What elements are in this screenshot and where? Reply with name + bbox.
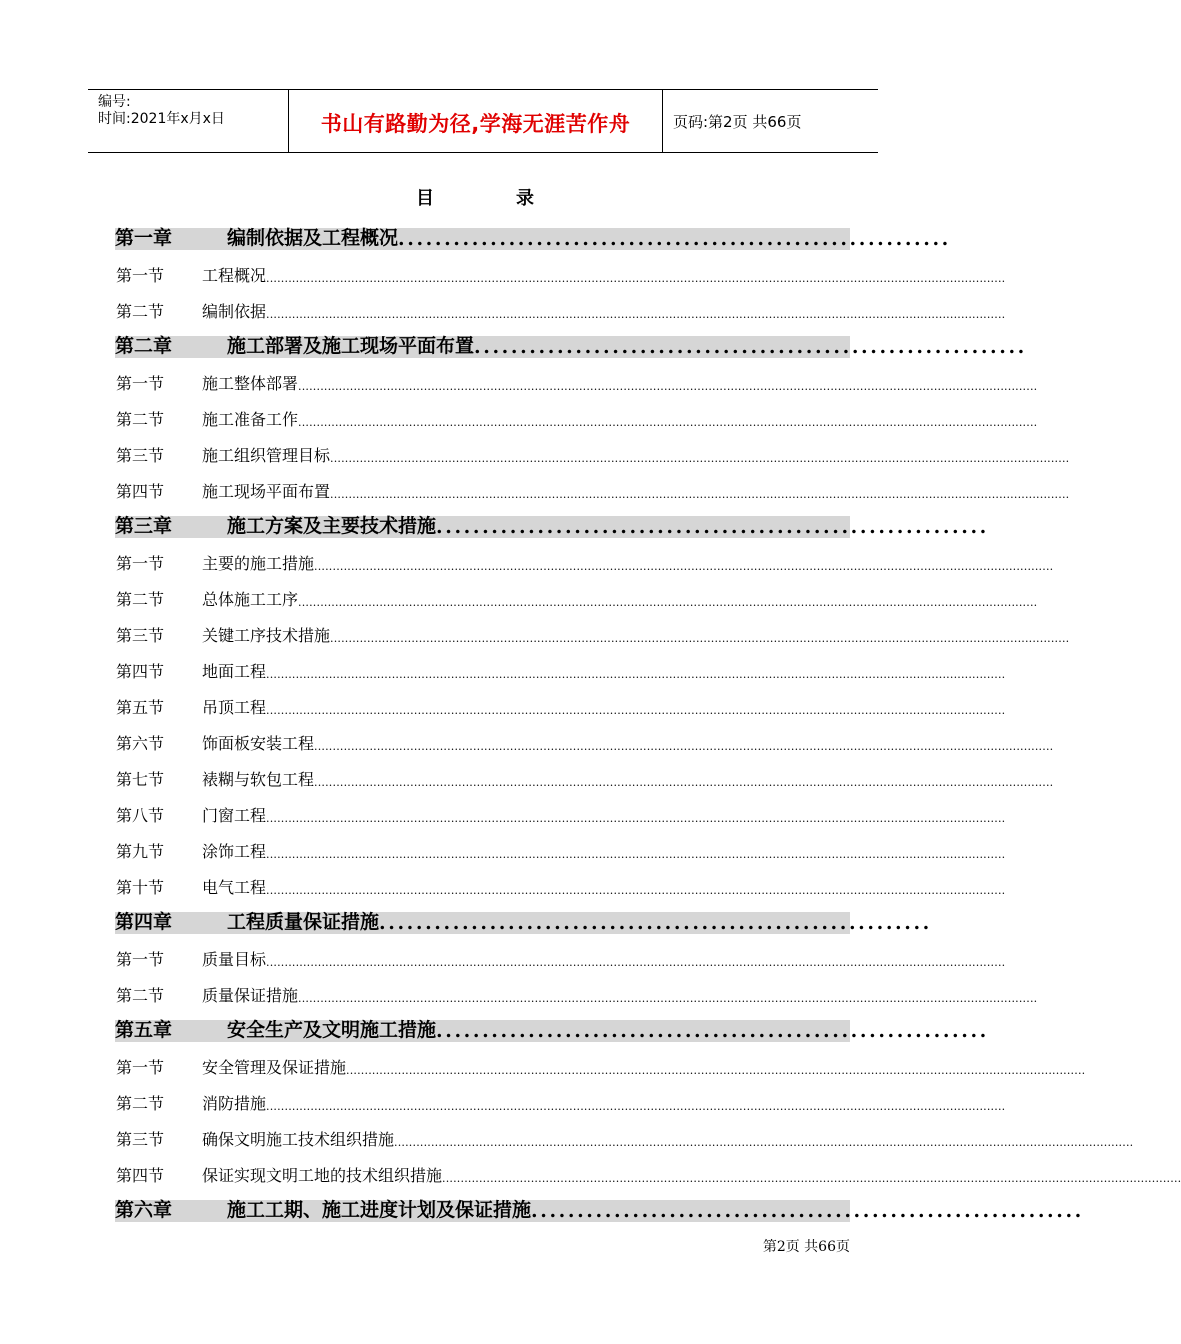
header-info-cell bbox=[88, 90, 289, 152]
toc-chapter-entry[interactable] bbox=[115, 911, 932, 934]
chapter-number: 第四章 bbox=[115, 911, 173, 933]
toc-section-entry[interactable] bbox=[115, 804, 1006, 826]
chapter-title: 工程质量保证措施 bbox=[227, 911, 380, 933]
toc-section-entry[interactable] bbox=[115, 372, 1038, 394]
dot-leader: ........................................................................................................................................................................................................ bbox=[266, 956, 1006, 969]
section-title: 施工现场平面布置 bbox=[202, 482, 331, 501]
toc-section-entry[interactable] bbox=[115, 408, 1038, 430]
header-time-label: 时间:2021年x月x日 bbox=[98, 111, 225, 127]
section-title: 电气工程 bbox=[202, 878, 267, 897]
dot-leader: ........................................................................................................................................................................................................ bbox=[330, 488, 1070, 501]
section-title: 门窗工程 bbox=[202, 806, 267, 825]
toc-section-entry[interactable] bbox=[115, 984, 1038, 1006]
dot-leader: ........................................................................................................................................................................................................ bbox=[298, 596, 1038, 609]
toc-section-entry[interactable] bbox=[115, 1128, 1134, 1150]
dot-leader: ........................................................................................................................................................................................................ bbox=[266, 308, 1006, 321]
toc-section-entry[interactable] bbox=[115, 1056, 1086, 1078]
dot-leader: ........................................................................................................................................................................................................ bbox=[330, 632, 1070, 645]
header-page-label: 页码:第2页 共66页 bbox=[673, 113, 802, 131]
dot-leader: ............................................................ bbox=[436, 516, 989, 538]
footer-page-label: 第2页 共66页 bbox=[762, 1239, 850, 1255]
section-number: 第四节 bbox=[116, 482, 165, 501]
toc-chapter-entry[interactable] bbox=[115, 1019, 989, 1042]
section-number: 第四节 bbox=[116, 662, 165, 681]
toc-section-entry[interactable] bbox=[115, 624, 1070, 646]
section-title: 裱糊与软包工程 bbox=[202, 770, 315, 789]
section-title: 关键工序技术措施 bbox=[202, 626, 331, 645]
chapter-title: 安全生产及文明施工措施 bbox=[227, 1019, 437, 1041]
section-number: 第二节 bbox=[116, 590, 165, 609]
section-number: 第十节 bbox=[116, 878, 165, 897]
chapter-title: 施工方案及主要技术措施 bbox=[227, 515, 437, 537]
chapter-number: 第五章 bbox=[115, 1019, 173, 1041]
toc-section-entry[interactable] bbox=[115, 444, 1070, 466]
section-title: 地面工程 bbox=[202, 662, 267, 681]
toc-chapter-entry[interactable] bbox=[115, 515, 989, 538]
dot-leader: ........................................................................................................................................................................................................ bbox=[266, 704, 1006, 717]
section-number: 第一节 bbox=[116, 374, 165, 393]
section-title: 施工组织管理目标 bbox=[202, 446, 331, 465]
toc-section-entry[interactable] bbox=[115, 948, 1006, 970]
dot-leader: ........................................................................................................................................................................................................ bbox=[442, 1172, 1181, 1185]
section-title: 吊顶工程 bbox=[202, 698, 267, 717]
section-number: 第二节 bbox=[116, 410, 165, 429]
toc-section-entry[interactable] bbox=[115, 264, 1006, 286]
section-number: 第七节 bbox=[116, 770, 165, 789]
dot-leader: ........................................................................................................................................................................................................ bbox=[266, 668, 1006, 681]
section-number: 第三节 bbox=[116, 626, 165, 645]
dot-leader: ........................................................................................................................................................................................................ bbox=[298, 380, 1038, 393]
page-header bbox=[88, 89, 878, 153]
dot-leader: ........................................................................................................................................................................................................ bbox=[314, 776, 1054, 789]
section-number: 第一节 bbox=[116, 266, 165, 285]
dot-leader: ............................................................ bbox=[379, 912, 932, 934]
toc-section-entry[interactable] bbox=[115, 876, 1006, 898]
section-number: 第八节 bbox=[116, 806, 165, 825]
toc-section-entry[interactable] bbox=[115, 660, 1006, 682]
dot-leader: ........................................................................................................................................................................................................ bbox=[314, 740, 1054, 753]
dot-leader: ........................................................................................................................................................................................................ bbox=[394, 1136, 1134, 1149]
section-number: 第二节 bbox=[116, 986, 165, 1005]
dot-leader: ............................................................ bbox=[531, 1200, 1084, 1222]
toc-section-entry[interactable] bbox=[115, 732, 1054, 754]
section-title: 编制依据 bbox=[202, 302, 267, 321]
toc-chapter-entry[interactable] bbox=[115, 227, 951, 250]
dot-leader: ........................................................................................................................................................................................................ bbox=[298, 992, 1038, 1005]
section-title: 质量目标 bbox=[202, 950, 267, 969]
header-motto: 书山有路勤为径,学海无涯苦作舟 bbox=[320, 112, 631, 136]
dot-leader: ........................................................................................................................................................................................................ bbox=[314, 560, 1054, 573]
toc-section-entry[interactable] bbox=[115, 840, 1006, 862]
toc-section-entry[interactable] bbox=[115, 768, 1054, 790]
header-page-cell bbox=[663, 90, 878, 152]
section-number: 第三节 bbox=[116, 446, 165, 465]
toc-section-entry[interactable] bbox=[115, 480, 1070, 502]
chapter-title: 施工部署及施工现场平面布置 bbox=[227, 335, 475, 357]
section-title: 涂饰工程 bbox=[202, 842, 267, 861]
section-number: 第一节 bbox=[116, 1058, 165, 1077]
section-number: 第三节 bbox=[116, 1130, 165, 1149]
dot-leader: ........................................................................................................................................................................................................ bbox=[330, 452, 1070, 465]
toc-chapter-entry[interactable] bbox=[115, 335, 1027, 358]
section-title: 确保文明施工技术组织措施 bbox=[202, 1130, 395, 1149]
section-title: 主要的施工措施 bbox=[202, 554, 315, 573]
toc-section-entry[interactable] bbox=[115, 696, 1006, 718]
header-number-label: 编号: bbox=[98, 94, 131, 110]
toc-section-entry[interactable] bbox=[115, 588, 1038, 610]
dot-leader: ........................................................................................................................................................................................................ bbox=[346, 1064, 1086, 1077]
section-number: 第九节 bbox=[116, 842, 165, 861]
section-number: 第二节 bbox=[116, 1094, 165, 1113]
dot-leader: ........................................................................................................................................................................................................ bbox=[298, 416, 1038, 429]
dot-leader: ............................................................ bbox=[398, 228, 951, 250]
chapter-title: 施工工期、施工进度计划及保证措施 bbox=[227, 1199, 532, 1221]
section-title: 工程概况 bbox=[202, 266, 267, 285]
dot-leader: ........................................................................................................................................................................................................ bbox=[266, 812, 1006, 825]
section-number: 第五节 bbox=[116, 698, 165, 717]
dot-leader: ........................................................................................................................................................................................................ bbox=[266, 1100, 1006, 1113]
section-number: 第一节 bbox=[116, 554, 165, 573]
section-title: 施工准备工作 bbox=[202, 410, 299, 429]
chapter-number: 第六章 bbox=[115, 1199, 173, 1221]
toc-section-entry[interactable] bbox=[115, 1164, 1181, 1186]
section-title: 饰面板安装工程 bbox=[202, 734, 315, 753]
toc-title: 目 录 bbox=[416, 188, 566, 209]
section-title: 施工整体部署 bbox=[202, 374, 299, 393]
chapter-number: 第三章 bbox=[115, 515, 173, 537]
dot-leader: ............................................................ bbox=[474, 336, 1027, 358]
section-number: 第一节 bbox=[116, 950, 165, 969]
chapter-number: 第一章 bbox=[115, 227, 173, 249]
toc-section-entry[interactable] bbox=[115, 300, 1006, 322]
chapter-title: 编制依据及工程概况 bbox=[227, 227, 399, 249]
dot-leader: ........................................................................................................................................................................................................ bbox=[266, 848, 1006, 861]
section-title: 消防措施 bbox=[202, 1094, 267, 1113]
section-number: 第二节 bbox=[116, 302, 165, 321]
section-title: 安全管理及保证措施 bbox=[202, 1058, 347, 1077]
chapter-number: 第二章 bbox=[115, 335, 173, 357]
section-number: 第四节 bbox=[116, 1166, 165, 1185]
dot-leader: ........................................................................................................................................................................................................ bbox=[266, 884, 1006, 897]
header-motto-cell bbox=[289, 90, 663, 152]
section-title: 总体施工工序 bbox=[202, 590, 299, 609]
dot-leader: ............................................................ bbox=[436, 1020, 989, 1042]
section-title: 保证实现文明工地的技术组织措施 bbox=[202, 1166, 443, 1185]
toc-section-entry[interactable] bbox=[115, 1092, 1006, 1114]
section-title: 质量保证措施 bbox=[202, 986, 299, 1005]
section-number: 第六节 bbox=[116, 734, 165, 753]
toc-section-entry[interactable] bbox=[115, 552, 1054, 574]
dot-leader: ........................................................................................................................................................................................................ bbox=[266, 272, 1006, 285]
toc-chapter-entry[interactable] bbox=[115, 1199, 1084, 1222]
